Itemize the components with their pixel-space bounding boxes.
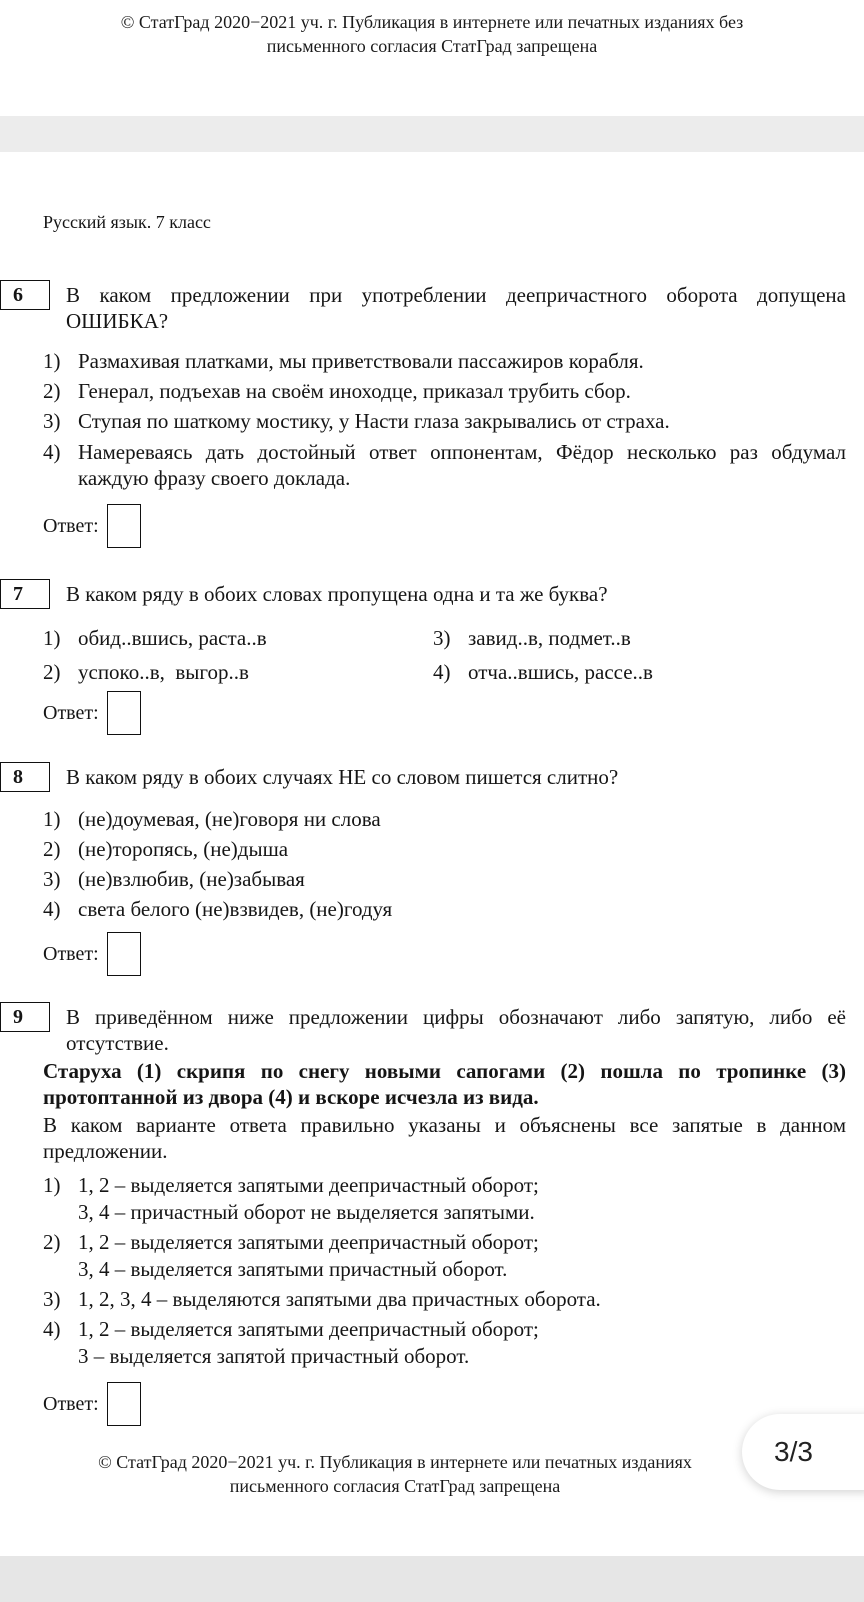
copyright-line-1: © СтатГрад 2020−2021 уч. г. Публикация в интернете или печатных изданиях без — [120, 12, 744, 32]
answer-row — [43, 1382, 141, 1426]
answer-box[interactable] — [107, 504, 141, 548]
option-3[interactable]: 3) (не)взлюбив, (не)забывая — [43, 867, 305, 891]
answer-label: Ответ: — [43, 514, 99, 537]
copyright-bottom — [0, 1450, 790, 1498]
answer-label: Ответ: — [43, 1392, 99, 1415]
option-3[interactable]: 3) 1, 2, 3, 4 – выделяются запятыми два причастных оборота. — [43, 1287, 601, 1311]
option-2[interactable]: 2) (не)торопясь, (не)дыша — [43, 837, 289, 861]
page-gap — [0, 116, 864, 152]
task-instruction: В каком варианте ответа правильно указаны и объяснены все запятые в данном предложении. — [43, 1113, 846, 1163]
option-3[interactable]: 3) завид..в, подмет..в — [433, 626, 631, 650]
options-list — [43, 1172, 846, 1370]
option-4[interactable]: 4) Намереваясь дать достойный ответ оппонентам, Фёдор несколько раз обдумал каждую фразу своего доклада. — [43, 440, 846, 490]
copyright-line-2: письменного согласия СтатГрад запрещена — [266, 36, 598, 56]
copyright-top — [0, 10, 864, 58]
page-gap-bottom — [0, 1556, 864, 1602]
page-indicator: 3/3 — [742, 1414, 864, 1490]
answer-box[interactable] — [107, 932, 141, 976]
option-1[interactable]: 1) 1, 2 – выделяется запятыми деепричастный оборот; 3, 4 – причастный оборот не выделяется запятыми. — [43, 1173, 539, 1224]
page-header: Русский язык. 7 класс — [43, 212, 211, 232]
options-grid — [43, 621, 843, 691]
options-list — [43, 346, 846, 491]
option-4[interactable]: 4) 1, 2 – выделяется запятыми деепричастный оборот; 3 – выделяется запятой причастный оборот. — [43, 1317, 539, 1368]
task-question: В каком ряду в обоих случаях НЕ со словом пишется слитно? — [66, 765, 619, 789]
option-1[interactable]: 1) (не)доумевая, (не)говоря ни слова — [43, 807, 381, 831]
answer-box[interactable] — [107, 1382, 141, 1426]
option-2[interactable]: 2) успоко..в, выгор..в — [43, 660, 249, 684]
answer-label: Ответ: — [43, 701, 99, 724]
task-number: 8 — [0, 762, 50, 792]
answer-label: Ответ: — [43, 942, 99, 965]
answer-row — [43, 932, 141, 976]
task-question: В приведённом ниже предложении цифры обозначают либо запятую, либо её отсутствие. — [66, 1005, 846, 1055]
task-question: В каком предложении при употреблении деепричастного оборота допущена ОШИБКА? — [66, 283, 846, 333]
option-2[interactable]: 2) Генерал, подъехав на своём иноходце, приказал трубить сбор. — [43, 379, 631, 403]
task-sentence: Старуха (1) скрипя по снегу новыми сапогами (2) пошла по тропинке (3) протоптанной из двора (4) и вскоре исчезла из вида. — [43, 1059, 846, 1109]
copyright-line-2: письменного согласия СтатГрад запрещена — [229, 1476, 561, 1496]
options-list — [43, 804, 846, 924]
answer-row — [43, 504, 141, 548]
option-1[interactable]: 1) Размахивая платками, мы приветствовали пассажиров корабля. — [43, 349, 644, 373]
answer-row — [43, 691, 141, 735]
task-number: 6 — [0, 280, 50, 310]
option-4[interactable]: 4) света белого (не)взвидев, (не)годуя — [43, 897, 393, 921]
answer-box[interactable] — [107, 691, 141, 735]
option-4[interactable]: 4) отча..вшись, рассе..в — [433, 660, 653, 684]
copyright-line-1: © СтатГрад 2020−2021 уч. г. Публикация в интернете или печатных изданиях — [98, 1452, 692, 1472]
task-question: В каком ряду в обоих словах пропущена одна и та же буква? — [66, 582, 608, 606]
task-number: 9 — [0, 1002, 50, 1032]
option-2[interactable]: 2) 1, 2 – выделяется запятыми деепричастный оборот; 3, 4 – выделяется запятыми причастный оборот. — [43, 1230, 539, 1281]
option-1[interactable]: 1) обид..вшись, раста..в — [43, 626, 267, 650]
option-3[interactable]: 3) Ступая по шаткому мостику, у Насти глаза закрывались от страха. — [43, 409, 670, 433]
task-number: 7 — [0, 579, 50, 609]
